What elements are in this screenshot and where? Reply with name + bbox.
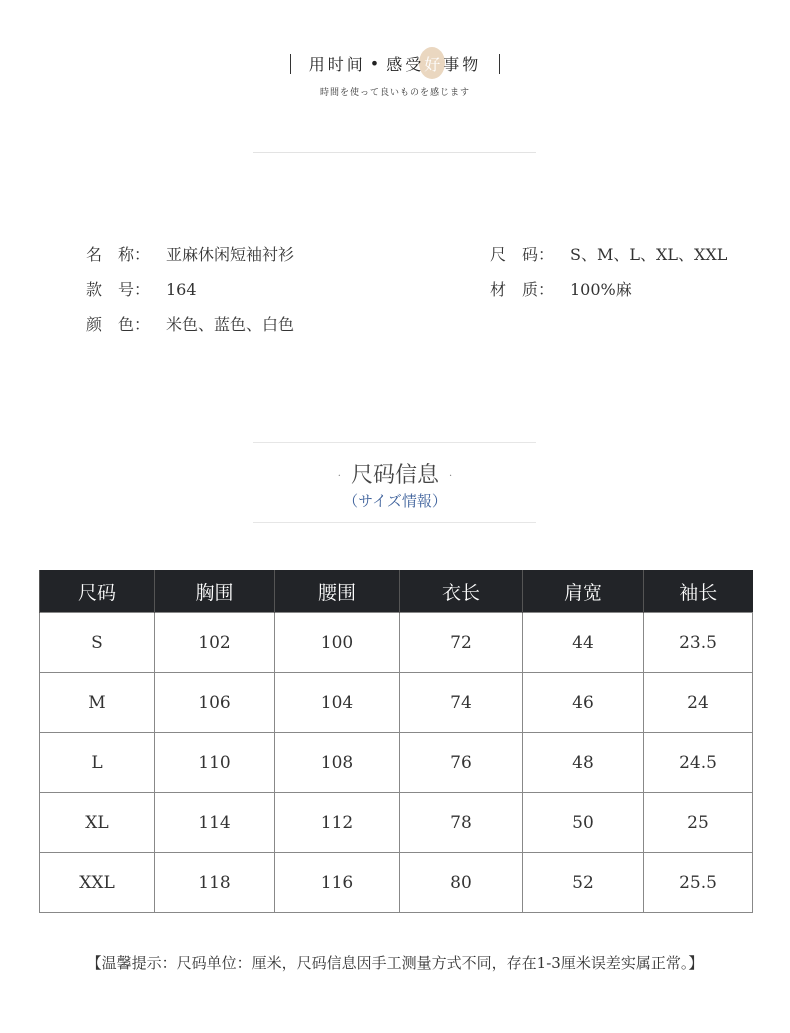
table-cell: 46 xyxy=(523,673,644,733)
table-cell: 114 xyxy=(155,793,275,853)
slogan-mid: 感受 xyxy=(386,55,425,74)
table-cell: XL xyxy=(40,793,155,853)
table-cell: 74 xyxy=(400,673,523,733)
table-header-row xyxy=(40,570,753,613)
table-cell: S xyxy=(40,613,155,673)
slogan-pre: 用时间 xyxy=(308,55,366,74)
header-size: 尺码 xyxy=(40,570,155,613)
table-cell: 110 xyxy=(155,733,275,793)
header-waist: 腰围 xyxy=(275,570,400,613)
header-shoulder: 肩宽 xyxy=(523,570,644,613)
table-cell: M xyxy=(40,673,155,733)
header-length: 衣长 xyxy=(400,570,523,613)
table-cell: 112 xyxy=(275,793,400,853)
brand-subtitle: 時間を使って良いものを感じます xyxy=(319,88,470,98)
table-cell: 80 xyxy=(400,853,523,913)
brand-header xyxy=(0,52,790,98)
brand-slogan xyxy=(0,52,790,75)
table-cell: 52 xyxy=(523,853,644,913)
section-subtitle: （サイズ情報） xyxy=(343,492,447,510)
slogan-dot: • xyxy=(369,54,383,73)
table-row xyxy=(40,793,753,853)
header-rule xyxy=(253,152,536,153)
section-rule-bottom xyxy=(253,522,536,523)
size-table xyxy=(39,570,753,913)
table-row xyxy=(40,733,753,793)
slogan-highlight: 好 xyxy=(424,52,443,75)
table-cell: 76 xyxy=(400,733,523,793)
table-cell: 118 xyxy=(155,853,275,913)
section-title: · 尺码信息 · xyxy=(337,463,453,488)
product-material: 材 质： 100%麻 xyxy=(490,280,632,299)
table-row xyxy=(40,853,753,913)
product-size: 尺 码： S、M、L、XL、XXL xyxy=(490,245,728,264)
product-color: 颜 色： 米色、蓝色、白色 xyxy=(86,315,295,334)
header-chest: 胸围 xyxy=(155,570,275,613)
table-cell: XXL xyxy=(40,853,155,913)
slogan-post: 事物 xyxy=(443,55,482,74)
table-cell: 23.5 xyxy=(644,613,753,673)
table-cell: 48 xyxy=(523,733,644,793)
table-cell: 25 xyxy=(644,793,753,853)
product-name: 名 称： 亚麻休闲短袖衬衫 xyxy=(86,245,295,264)
table-cell: 25.5 xyxy=(644,853,753,913)
table-cell: 108 xyxy=(275,733,400,793)
divider-right xyxy=(499,54,500,74)
header-sleeve: 袖长 xyxy=(644,570,753,613)
table-cell: 102 xyxy=(155,613,275,673)
measurement-note: 【温馨提示：尺码单位：厘米，尺码信息因手工测量方式不同，存在1-3厘米误差实属正常。】 xyxy=(86,954,704,972)
table-cell: 44 xyxy=(523,613,644,673)
table-cell: L xyxy=(40,733,155,793)
table-cell: 50 xyxy=(523,793,644,853)
table-cell: 24.5 xyxy=(644,733,753,793)
product-style: 款 号： 164 xyxy=(86,280,197,299)
table-cell: 106 xyxy=(155,673,275,733)
table-row xyxy=(40,673,753,733)
table-cell: 24 xyxy=(644,673,753,733)
table-cell: 100 xyxy=(275,613,400,673)
table-cell: 78 xyxy=(400,793,523,853)
table-row xyxy=(40,613,753,673)
section-rule-top xyxy=(253,442,536,443)
table-cell: 104 xyxy=(275,673,400,733)
table-cell: 72 xyxy=(400,613,523,673)
divider-left xyxy=(290,54,291,74)
table-cell: 116 xyxy=(275,853,400,913)
